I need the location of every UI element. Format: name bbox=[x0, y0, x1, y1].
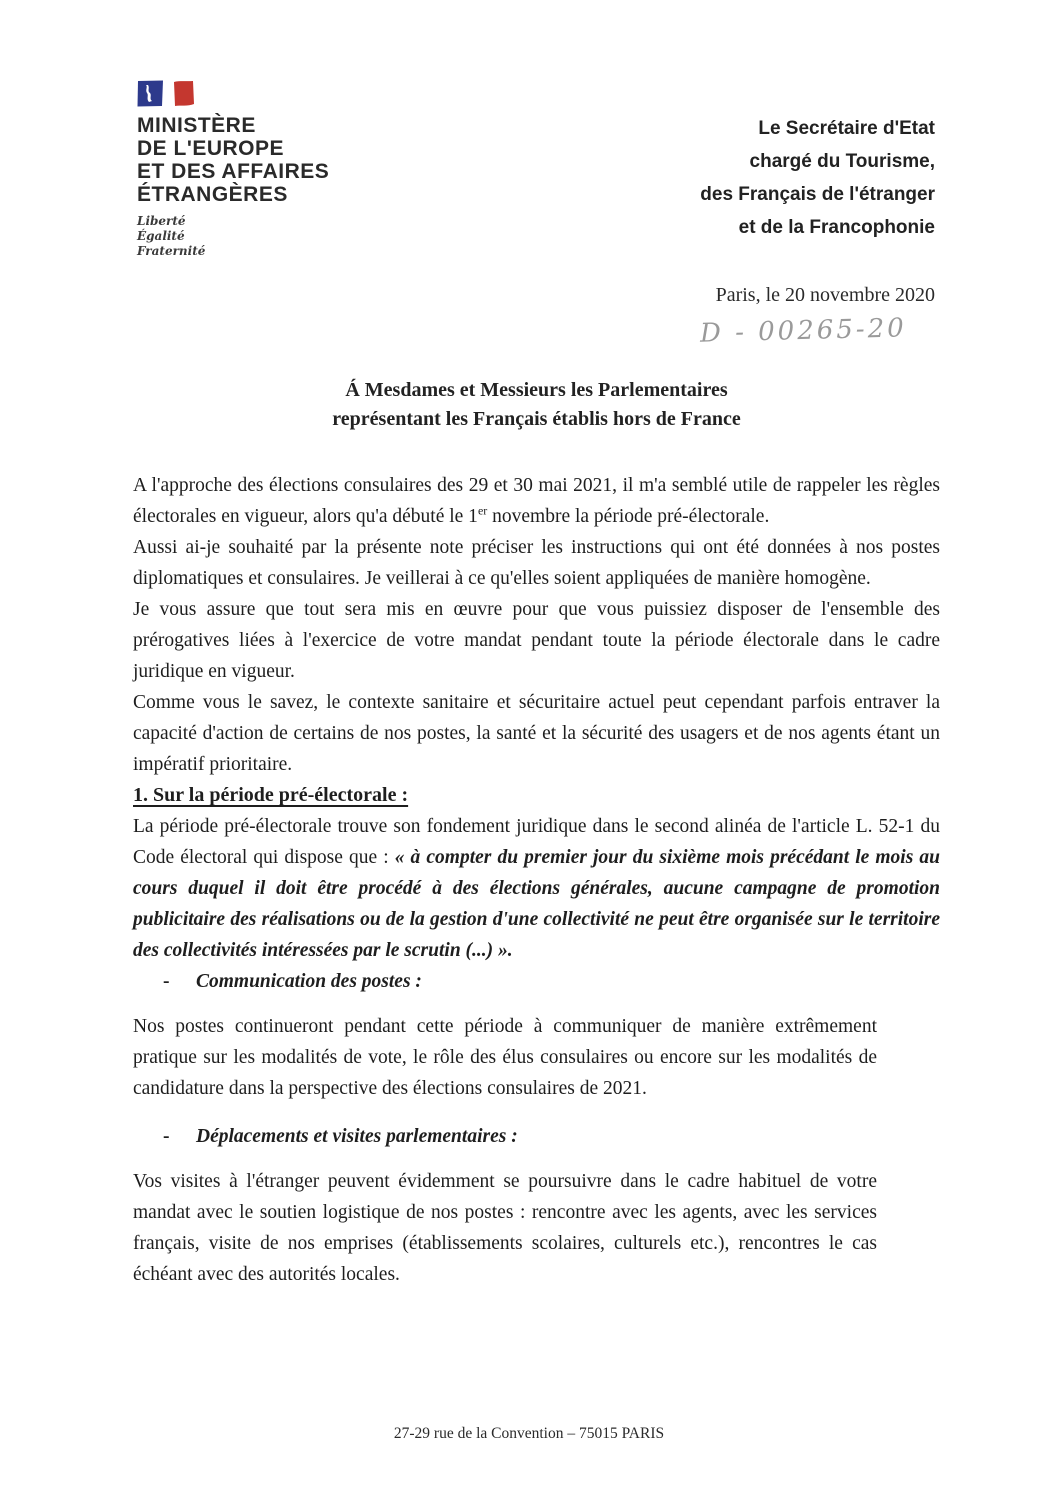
motto-line: Fraternité bbox=[137, 244, 206, 258]
bullet-communication-label: Communication des postes : bbox=[196, 971, 422, 992]
legal-basis-lead: La période pré-électorale trouve son fondement juridique dans le second alinéa de l'article L. 52-1 du Code électoral qui dispose que : bbox=[133, 816, 940, 868]
sender-line: des Français de l'étranger bbox=[700, 184, 935, 205]
paragraph-intro-text-end: novembre la période pré-électorale. bbox=[487, 506, 770, 527]
paragraph-assurance: Je vous assure que tout sera mis en œuvre pour que vous puissiez disposer de l'ensemble des prérogatives liées à l'exercice de votre mandat pendant toute la période électorale dans le cadre juridique en vigueur. bbox=[133, 599, 940, 682]
paragraph-context: Comme vous le savez, le contexte sanitaire et sécuritaire actuel peut cependant parfois entraver la capacité d'action de certains de nos postes, la santé et la sécurité des usagers et de nos agents étant un impératif prioritaire. bbox=[133, 692, 940, 775]
bullet-deplacements-label: Déplacements et visites parlementaires : bbox=[196, 1126, 518, 1147]
section-1-heading: 1. Sur la période pré-électorale : bbox=[133, 784, 409, 806]
electoral-code-quote: « à compter du premier jour du sixième mois précédant le mois au cours duquel il doit être procédé à des élections générales, aucune campagne de promotion publicitaire des réalisations ou de la gestion d'une collectivité ne peut être organisée sur le territoire des collectivités intéressées par le scrutin (...) ». bbox=[133, 847, 940, 961]
paragraph-legal-basis bbox=[133, 811, 940, 966]
ministry-name-line: DE L'EUROPE bbox=[137, 137, 285, 160]
sender-line: chargé du Tourisme, bbox=[749, 151, 935, 172]
paragraph-instructions: Aussi ai-je souhaité par la présente note préciser les instructions qui ont été données à nos postes diplomatiques et consulaires. Je veillerai à ce qu'elles soient appliquées de manière homogène. bbox=[133, 537, 940, 589]
bullet-dash-icon: - bbox=[163, 1126, 170, 1147]
letter-body bbox=[133, 470, 940, 1290]
motto-line: Égalité bbox=[137, 229, 185, 243]
paragraph-intro bbox=[133, 470, 940, 532]
sender-line: Le Secrétaire d'Etat bbox=[758, 118, 935, 139]
motto-line: Liberté bbox=[137, 214, 186, 228]
addressee-line: représentant les Français établis hors de France bbox=[332, 408, 741, 430]
ordinal-superscript: er bbox=[477, 503, 488, 518]
ministry-name-line: ÉTRANGÈRES bbox=[137, 183, 288, 206]
french-flag-icon bbox=[137, 80, 199, 107]
dateline: Paris, le 20 novembre 2020 bbox=[715, 284, 935, 306]
ministry-name-line: MINISTÈRE bbox=[137, 114, 256, 137]
bullet-dash-icon: - bbox=[163, 971, 170, 992]
republic-motto bbox=[137, 214, 497, 259]
addressee-line: Á Mesdames et Messieurs les Parlementaires bbox=[345, 379, 728, 401]
addressee-block bbox=[133, 376, 940, 434]
paragraph-deplacements: Vos visites à l'étranger peuvent évidemment se poursuivre dans le cadre habituel de votre mandat avec le soutien logistique de nos postes : rencontre avec les agents, avec les services français, visite de nos emprises (établissements scolaires, culturels etc.), rencontres le cas échéant avec des autorités locales. bbox=[133, 1171, 877, 1285]
footer-address: 27-29 rue de la Convention – 75015 PARIS bbox=[393, 1425, 665, 1442]
sender-line: et de la Francophonie bbox=[738, 217, 935, 238]
ministry-name-line: ET DES AFFAIRES bbox=[137, 160, 330, 183]
handwritten-reference-number: D - 00265-20 bbox=[699, 313, 908, 349]
paragraph-intro-text: A l'approche des élections consulaires des 29 et 30 mai 2021, il m'a semblé utile de rappeler les règles électorales en vigueur, alors qu'a débuté le 1 bbox=[133, 475, 940, 527]
bullet-communication bbox=[133, 966, 940, 997]
ministry-name bbox=[137, 114, 497, 206]
sender-title-block bbox=[595, 112, 935, 244]
paragraph-communication: Nos postes continueront pendant cette période à communiquer de manière extrêmement pratique sur les modalités de vote, le rôle des élus consulaires ou encore sur les modalités de candidature dans la perspective des élections consulaires de 2021. bbox=[133, 1016, 877, 1099]
bullet-deplacements bbox=[133, 1121, 940, 1152]
ministry-letterhead bbox=[137, 80, 497, 259]
